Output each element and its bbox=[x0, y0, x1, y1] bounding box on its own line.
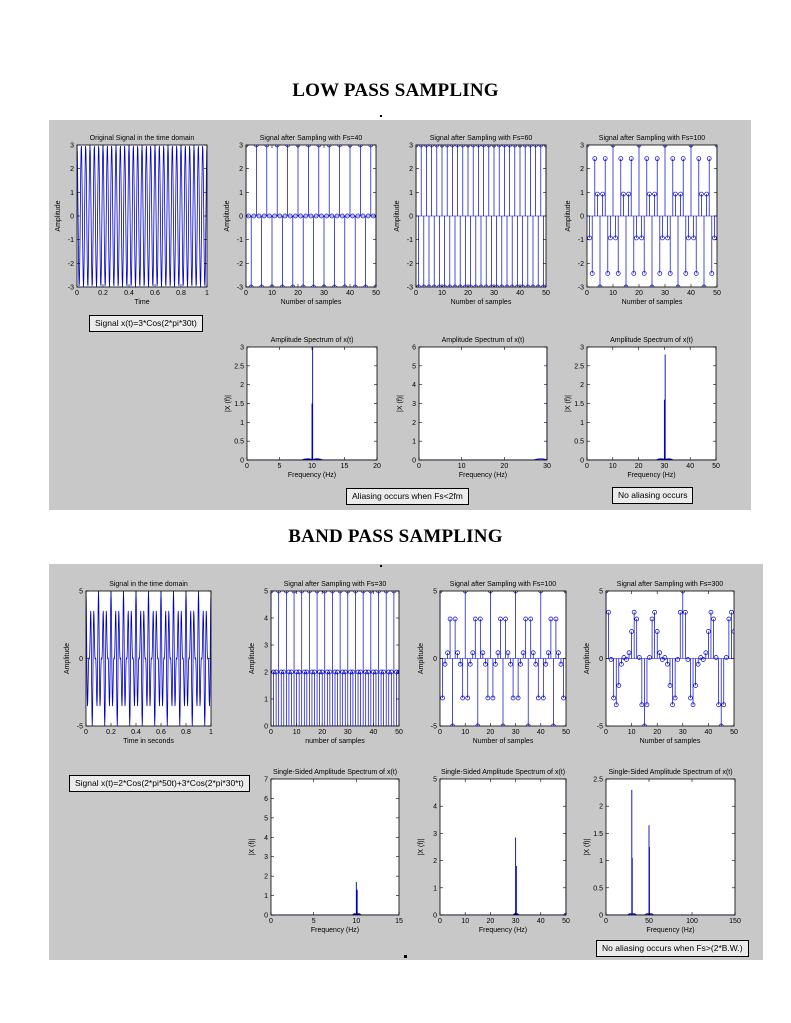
x-tick-label: 50 bbox=[645, 918, 653, 925]
y-axis-label: Amplitude bbox=[418, 642, 425, 675]
x-tick-label: 0 bbox=[438, 729, 442, 736]
x-tick-label: 50 bbox=[713, 290, 721, 297]
chart-title: Signal after Sampling with Fs=100 bbox=[449, 581, 557, 588]
y-tick-label: -5 bbox=[76, 723, 83, 731]
y-axis-label: |X (f)| bbox=[418, 838, 425, 856]
y-axis-label: Amplitude bbox=[64, 642, 71, 675]
chart-title: Single-Sided Amplitude Spectrum of x(t) bbox=[440, 769, 566, 776]
x-axis-label: number of samples bbox=[305, 738, 365, 745]
y-tick-label: 0 bbox=[264, 723, 268, 731]
x-tick-label: 0.2 bbox=[98, 290, 108, 297]
x-tick-label: 10 bbox=[292, 729, 301, 736]
y-tick-label: 0 bbox=[409, 213, 413, 221]
y-tick-label: 2 bbox=[580, 166, 584, 174]
x-tick-label: 20 bbox=[486, 918, 495, 925]
y-tick-label: 0 bbox=[580, 213, 584, 221]
y-axis-label: |X (f)| bbox=[249, 838, 256, 856]
x-tick-label: 20 bbox=[373, 463, 381, 470]
y-tick-label: 4 bbox=[412, 382, 416, 390]
x-tick-label: 50 bbox=[730, 729, 738, 736]
y-tick-label: 1 bbox=[264, 696, 268, 704]
chart-lp-spec60 bbox=[397, 337, 561, 479]
x-tick-label: 0 bbox=[75, 290, 79, 297]
y-axis-label: Amplitude bbox=[55, 200, 62, 232]
x-tick-label: 0 bbox=[585, 463, 589, 470]
x-tick-label: 0 bbox=[414, 290, 418, 297]
x-tick-label: 0.6 bbox=[156, 729, 166, 736]
y-tick-label: 2.5 bbox=[574, 363, 584, 371]
x-axis-label: Frequency (Hz) bbox=[627, 472, 676, 479]
x-axis-label: Number of samples bbox=[639, 738, 701, 745]
y-tick-label: 0 bbox=[79, 656, 83, 663]
y-tick-label: -2 bbox=[236, 260, 243, 268]
y-tick-label: 4 bbox=[264, 834, 268, 842]
y-axis-label: Amplitude bbox=[224, 200, 231, 232]
x-tick-label: 20 bbox=[464, 290, 472, 297]
y-tick-label: 3 bbox=[580, 142, 584, 150]
y-tick-label: -1 bbox=[67, 237, 74, 245]
y-tick-label: 0 bbox=[240, 457, 244, 465]
y-tick-label: 0 bbox=[70, 213, 74, 221]
y-tick-label: 2 bbox=[240, 382, 244, 390]
y-tick-label: 4 bbox=[433, 803, 437, 811]
y-tick-label: 2.5 bbox=[234, 363, 244, 371]
y-tick-label: 4 bbox=[264, 615, 268, 623]
y-tick-label: -1 bbox=[236, 237, 243, 245]
y-tick-label: -3 bbox=[67, 284, 74, 292]
chart-title: Signal after Sampling with Fs=30 bbox=[283, 581, 387, 588]
x-tick-label: 30 bbox=[511, 918, 520, 925]
y-tick-label: 5 bbox=[433, 588, 437, 596]
plot-area bbox=[587, 347, 716, 460]
y-tick-label: 1 bbox=[239, 189, 243, 197]
y-tick-label: 0 bbox=[599, 912, 603, 920]
x-tick-label: 10 bbox=[608, 463, 617, 470]
x-axis-label: Number of samples bbox=[450, 299, 512, 306]
x-tick-label: 0 bbox=[269, 918, 273, 925]
y-tick-label: 0 bbox=[580, 457, 584, 465]
x-tick-label: 20 bbox=[318, 729, 327, 736]
y-tick-label: -5 bbox=[596, 723, 603, 731]
x-tick-label: 40 bbox=[516, 290, 524, 297]
x-tick-label: 0.4 bbox=[131, 729, 141, 736]
x-tick-label: 40 bbox=[369, 729, 378, 736]
chart-lp-fs100 bbox=[565, 135, 721, 306]
y-tick-label: 2 bbox=[599, 803, 603, 811]
x-tick-label: 20 bbox=[500, 463, 509, 470]
x-tick-label: 20 bbox=[634, 463, 643, 470]
y-tick-label: 3 bbox=[70, 142, 74, 150]
x-tick-label: 0.6 bbox=[150, 290, 160, 297]
x-tick-label: 10 bbox=[308, 463, 316, 470]
y-tick-label: -5 bbox=[430, 723, 437, 731]
y-tick-label: 1 bbox=[264, 893, 268, 901]
y-axis-label: |X (f)| bbox=[397, 395, 404, 412]
y-tick-label: 3 bbox=[412, 401, 416, 408]
x-tick-label: 10 bbox=[352, 918, 361, 925]
x-tick-label: 15 bbox=[340, 463, 349, 470]
y-tick-label: 2 bbox=[412, 419, 416, 427]
y-tick-label: -1 bbox=[577, 237, 584, 245]
page-mark bbox=[380, 565, 382, 567]
y-tick-label: 2.5 bbox=[593, 776, 603, 784]
x-tick-label: 50 bbox=[395, 729, 403, 736]
y-tick-label: -3 bbox=[406, 284, 413, 292]
x-axis-label: Time in seconds bbox=[123, 738, 174, 745]
x-tick-label: 10 bbox=[627, 729, 636, 736]
y-tick-label: 0 bbox=[264, 912, 268, 920]
x-tick-label: 30 bbox=[490, 290, 498, 297]
x-tick-label: 0 bbox=[84, 729, 88, 736]
x-tick-label: 10 bbox=[461, 918, 470, 925]
x-axis-label: Frequency (Hz) bbox=[478, 927, 528, 934]
chart-title: Signal after Sampling with Fs=100 bbox=[598, 135, 706, 142]
x-tick-label: 0 bbox=[604, 729, 608, 736]
plot-area bbox=[77, 145, 207, 287]
y-tick-label: 5 bbox=[264, 815, 268, 823]
x-tick-label: 0 bbox=[245, 463, 249, 470]
y-tick-label: 5 bbox=[264, 588, 268, 596]
plot-area bbox=[606, 779, 735, 915]
y-tick-label: -2 bbox=[406, 260, 413, 268]
chart-title: Amplitude Spectrum of x(t) bbox=[441, 337, 525, 344]
y-axis-label: Amplitude bbox=[584, 642, 591, 675]
x-tick-label: 50 bbox=[562, 918, 570, 925]
y-tick-label: 3 bbox=[264, 854, 268, 862]
x-tick-label: 40 bbox=[686, 463, 695, 470]
y-tick-label: 1 bbox=[240, 419, 244, 427]
x-tick-label: 5 bbox=[277, 463, 282, 470]
x-tick-label: 30 bbox=[661, 290, 669, 297]
x-tick-label: 40 bbox=[346, 290, 354, 297]
y-tick-label: 3 bbox=[580, 344, 584, 352]
y-tick-label: 2 bbox=[409, 166, 413, 174]
y-tick-label: 1.5 bbox=[593, 830, 603, 838]
chart-bp-time bbox=[64, 581, 213, 745]
y-tick-label: 0.5 bbox=[234, 438, 244, 446]
y-tick-label: -2 bbox=[67, 260, 74, 268]
x-axis-label: Frequency (Hz) bbox=[287, 472, 337, 479]
chart-title: Signal in the time domain bbox=[109, 581, 188, 588]
x-tick-label: 1 bbox=[209, 729, 213, 736]
y-tick-label: 3 bbox=[240, 344, 244, 352]
x-tick-label: 0 bbox=[438, 918, 442, 925]
y-axis-label: Amplitude bbox=[394, 200, 401, 232]
x-tick-label: 150 bbox=[729, 918, 741, 925]
chart-bp-spec30 bbox=[249, 769, 403, 934]
y-tick-label: 0 bbox=[412, 457, 416, 465]
chart-bp-fs100 bbox=[418, 581, 570, 745]
x-axis-label: Time bbox=[134, 299, 150, 306]
y-tick-label: 1 bbox=[412, 438, 416, 446]
x-tick-label: 0.4 bbox=[124, 290, 134, 297]
chart-lp-spec40 bbox=[225, 337, 381, 479]
y-tick-label: -3 bbox=[236, 284, 243, 292]
x-tick-label: 40 bbox=[687, 290, 695, 297]
y-tick-label: 5 bbox=[433, 776, 437, 784]
chart-bp-spec300 bbox=[584, 769, 741, 934]
y-tick-label: 7 bbox=[264, 776, 268, 784]
y-tick-label: 6 bbox=[264, 795, 268, 803]
y-tick-label: 1 bbox=[70, 189, 74, 197]
x-tick-label: 40 bbox=[704, 729, 713, 736]
y-axis-label: |X (f)| bbox=[584, 838, 591, 856]
band-no-aliasing-annotation: No aliasing occurs when Fs>(2*B.W.) bbox=[596, 940, 749, 957]
y-tick-label: 0.5 bbox=[593, 885, 603, 893]
y-tick-label: 2 bbox=[433, 858, 437, 866]
x-axis-label: Number of samples bbox=[472, 738, 534, 745]
y-tick-label: 1 bbox=[580, 189, 584, 197]
x-tick-label: 20 bbox=[635, 290, 643, 297]
x-tick-label: 0.2 bbox=[106, 729, 116, 736]
y-tick-label: 1 bbox=[433, 885, 437, 893]
y-axis-label: Amplitude bbox=[565, 200, 572, 232]
x-tick-label: 40 bbox=[536, 918, 545, 925]
chart-title: Amplitude Spectrum of x(t) bbox=[610, 337, 693, 344]
y-tick-label: 2 bbox=[239, 166, 243, 174]
y-tick-label: 1.5 bbox=[574, 401, 584, 408]
x-tick-label: 50 bbox=[542, 290, 550, 297]
y-axis-label: |X (f)| bbox=[225, 395, 232, 412]
low-signal-annotation: Signal x(t)=3*Cos(2*pi*30t) bbox=[89, 315, 203, 332]
x-tick-label: 50 bbox=[712, 463, 720, 470]
x-tick-label: 0 bbox=[269, 729, 273, 736]
band-pass-figure-panel bbox=[49, 564, 763, 960]
y-tick-label: 5 bbox=[599, 588, 603, 596]
x-axis-label: Number of samples bbox=[280, 299, 342, 306]
x-tick-label: 50 bbox=[562, 729, 570, 736]
x-tick-label: 30 bbox=[343, 729, 352, 736]
y-tick-label: 3 bbox=[409, 142, 413, 150]
y-tick-label: 0 bbox=[239, 213, 243, 221]
x-tick-label: 0 bbox=[417, 463, 421, 470]
x-tick-label: 30 bbox=[660, 463, 669, 470]
page-mark bbox=[404, 955, 407, 958]
x-axis-label: Frequency (Hz) bbox=[646, 927, 695, 934]
plot-area bbox=[419, 347, 547, 460]
y-tick-label: -3 bbox=[577, 284, 584, 292]
band-signal-annotation: Signal x(t)=2*Cos(2*pi*50t)+3*Cos(2*pi*30*t) bbox=[69, 775, 250, 792]
x-tick-label: 10 bbox=[457, 463, 466, 470]
chart-title: Single-Sided Amplitude Spectrum of x(t) bbox=[272, 769, 398, 776]
chart-title: Amplitude Spectrum of x(t) bbox=[270, 337, 354, 344]
x-axis-label: Number of samples bbox=[621, 299, 683, 306]
chart-title: Signal after Sampling with Fs=40 bbox=[259, 135, 363, 142]
x-tick-label: 10 bbox=[268, 290, 276, 297]
x-tick-label: 0 bbox=[585, 290, 589, 297]
y-tick-label: 2 bbox=[264, 873, 268, 881]
x-tick-label: 20 bbox=[653, 729, 662, 736]
x-tick-label: 100 bbox=[686, 918, 698, 925]
y-tick-label: 5 bbox=[412, 363, 416, 371]
chart-title: Original Signal in the time domain bbox=[89, 135, 195, 142]
x-tick-label: 30 bbox=[511, 729, 520, 736]
y-tick-label: 2 bbox=[580, 382, 584, 390]
y-axis-label: Amplitude bbox=[249, 642, 256, 675]
chart-lp-fs60 bbox=[394, 135, 550, 306]
y-tick-label: 1 bbox=[409, 189, 413, 197]
y-tick-label: 2 bbox=[264, 669, 268, 677]
low-no-aliasing-annotation: No aliasing occurs bbox=[612, 487, 693, 504]
x-tick-label: 0.8 bbox=[181, 729, 191, 736]
y-tick-label: 0 bbox=[433, 656, 437, 663]
y-tick-label: 3 bbox=[264, 642, 268, 650]
y-tick-label: 3 bbox=[239, 142, 243, 150]
x-tick-label: 10 bbox=[609, 290, 617, 297]
y-tick-label: -2 bbox=[577, 260, 584, 268]
page-mark bbox=[380, 115, 382, 117]
x-tick-label: 30 bbox=[543, 463, 551, 470]
x-tick-label: 0 bbox=[604, 918, 608, 925]
y-tick-label: 6 bbox=[412, 344, 416, 352]
y-tick-label: 2 bbox=[70, 166, 74, 174]
y-tick-label: 3 bbox=[433, 830, 437, 838]
chart-title: Signal after Sampling with Fs=60 bbox=[429, 135, 533, 142]
x-tick-label: 15 bbox=[395, 918, 403, 925]
y-tick-label: 5 bbox=[79, 588, 83, 596]
x-tick-label: 30 bbox=[320, 290, 328, 297]
x-tick-label: 20 bbox=[294, 290, 302, 297]
chart-lp-time bbox=[55, 135, 209, 306]
chart-title: Signal after Sampling with Fs=300 bbox=[616, 581, 724, 588]
x-tick-label: 10 bbox=[438, 290, 446, 297]
chart-bp-fs300 bbox=[584, 581, 738, 745]
plot-area bbox=[271, 779, 399, 915]
chart-bp-spec100 bbox=[418, 769, 570, 934]
y-tick-label: 1 bbox=[599, 858, 603, 866]
x-tick-label: 0.8 bbox=[176, 290, 186, 297]
y-tick-label: 0.5 bbox=[574, 438, 584, 446]
chart-title: Single-Sided Amplitude Spectrum of x(t) bbox=[608, 769, 733, 776]
band-pass-figure bbox=[49, 564, 763, 960]
y-tick-label: 0 bbox=[599, 656, 603, 663]
low-aliasing-annotation: Aliasing occurs when Fs<2fm bbox=[346, 488, 469, 505]
x-axis-label: Frequency (Hz) bbox=[310, 927, 360, 934]
chart-lp-spec100 bbox=[565, 337, 720, 479]
chart-bp-fs30 bbox=[249, 581, 403, 745]
band-pass-title: BAND PASS SAMPLING bbox=[288, 526, 503, 547]
plot-area bbox=[440, 779, 566, 915]
x-tick-label: 1 bbox=[205, 290, 209, 297]
low-pass-title: LOW PASS SAMPLING bbox=[292, 80, 499, 101]
low-pass-figure-panel bbox=[49, 120, 751, 510]
y-tick-label: 1.5 bbox=[234, 401, 244, 408]
y-tick-label: -1 bbox=[406, 237, 413, 245]
x-axis-label: Frequency (Hz) bbox=[458, 472, 508, 479]
x-tick-label: 10 bbox=[461, 729, 470, 736]
x-tick-label: 20 bbox=[486, 729, 495, 736]
x-tick-label: 5 bbox=[311, 918, 316, 925]
x-tick-label: 50 bbox=[372, 290, 380, 297]
x-tick-label: 40 bbox=[536, 729, 545, 736]
x-tick-label: 0 bbox=[244, 290, 248, 297]
x-tick-label: 30 bbox=[678, 729, 687, 736]
y-tick-label: 0 bbox=[433, 912, 437, 920]
y-axis-label: |X (f)| bbox=[565, 395, 572, 412]
chart-lp-fs40 bbox=[224, 135, 380, 306]
y-tick-label: 1 bbox=[580, 419, 584, 427]
